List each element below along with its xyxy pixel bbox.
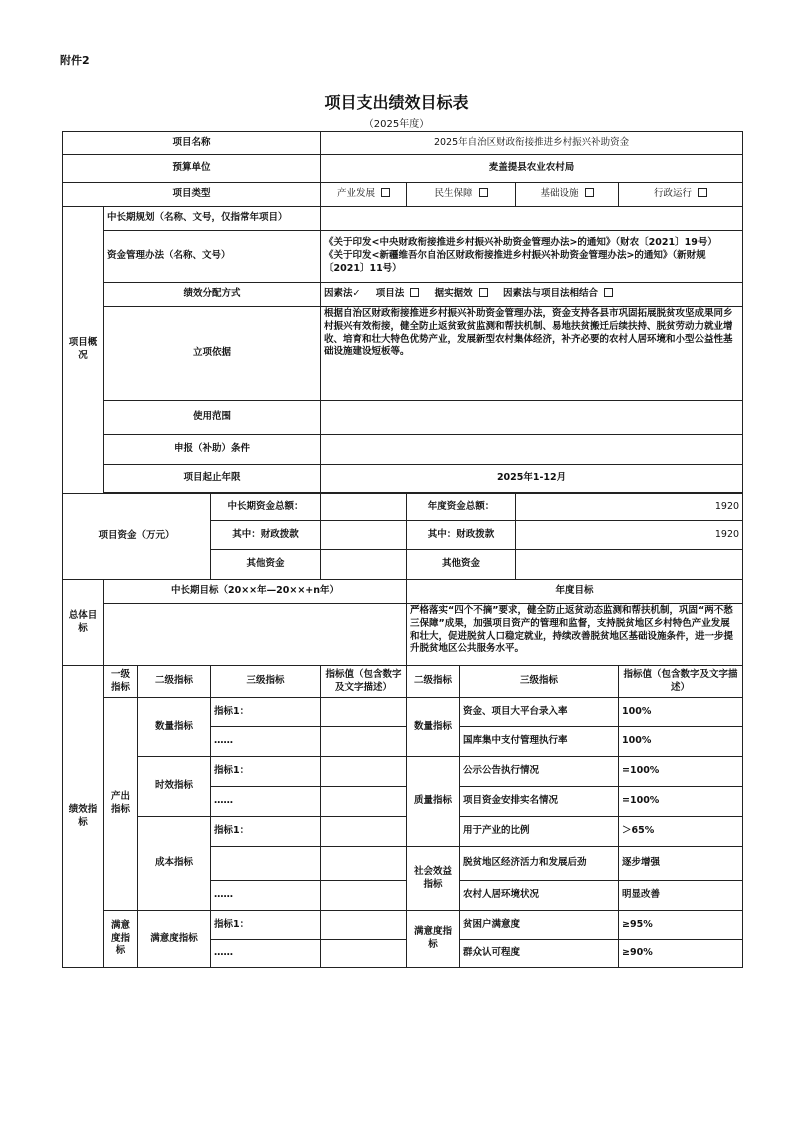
- right-indicator-name: 国库集中支付管理执行率: [460, 727, 619, 757]
- right-indicator-value: ≥95%: [619, 911, 743, 940]
- overview-label: 项目概况: [63, 207, 104, 494]
- type-administration-label: 行政运行: [654, 188, 693, 200]
- indicator-value-cell: [321, 817, 407, 847]
- right-social-benefit-label: 社会效益指标: [407, 847, 460, 911]
- satisfaction-indicator-label: 满意度指标: [138, 911, 211, 968]
- alloc-option-actual-label: 据实据效: [434, 288, 473, 300]
- indicator-ellipsis: ……: [211, 787, 321, 817]
- indicator-value-cell: [321, 698, 407, 727]
- right-indicator-name: 资金、项目大平台录入率: [460, 698, 619, 727]
- indicator-value-cell: [321, 727, 407, 757]
- right-indicator-value: 100%: [619, 727, 743, 757]
- time-indicator-label: 时效指标: [138, 757, 211, 817]
- quantity-indicator-label: 数量指标: [138, 698, 211, 757]
- indicator-ellipsis: ……: [211, 940, 321, 968]
- type-livelihood[interactable]: [407, 183, 516, 207]
- right-indicator-value: 明显改善: [619, 881, 743, 911]
- type-infrastructure-label: 基础设施: [540, 188, 579, 200]
- allocation-label: 绩效分配方式: [104, 283, 321, 307]
- right-indicator-name: 农村人居环境状况: [460, 881, 619, 911]
- alloc-option-combined-label: 因素法与项目法相结合: [502, 288, 598, 300]
- basis-label: 立项依据: [104, 307, 321, 401]
- checkbox-icon[interactable]: [479, 188, 488, 197]
- header-level3-right: 三级指标: [460, 666, 619, 698]
- allocation-options: [321, 283, 743, 307]
- overall-goal-label: 总体目标: [63, 580, 104, 666]
- header-level2: 二级指标: [138, 666, 211, 698]
- alloc-option-project-label: 项目法: [375, 288, 405, 300]
- right-indicator-name: 项目资金安排实名情况: [460, 787, 619, 817]
- right-indicator-value: 逐步增强: [619, 847, 743, 881]
- budget-unit-value: 麦盖提县农业农村局: [321, 155, 743, 183]
- indicator-value-cell: [321, 757, 407, 787]
- indicator-1-label: 指标1：: [211, 757, 321, 787]
- year-note: （2025年度）: [363, 119, 430, 130]
- fiscal-label-year: 其中：财政拨款: [407, 521, 516, 550]
- alloc-option-project[interactable]: [376, 288, 420, 301]
- fiscal-mid-value: [321, 521, 407, 550]
- indicator-ellipsis: ……: [211, 881, 321, 911]
- checkbox-icon[interactable]: [698, 188, 707, 197]
- checkbox-icon[interactable]: [381, 188, 390, 197]
- indicator-1-label: 指标1：: [211, 911, 321, 940]
- scope-value: [321, 401, 743, 435]
- right-indicator-value: ＞65%: [619, 817, 743, 847]
- period-label: 项目起止年限: [104, 465, 321, 493]
- other-fund-label-year: 其他资金: [407, 550, 516, 580]
- indicator-value-cell: [321, 911, 407, 940]
- type-administration[interactable]: [619, 183, 743, 207]
- performance-target-table: [62, 131, 743, 968]
- apply-condition-label: 申报（补助）条件: [104, 435, 321, 465]
- performance-indicators-label: 绩效指标: [63, 666, 104, 968]
- mid-goal-value: [104, 604, 407, 666]
- right-satisfaction-label: 满意度指标: [407, 911, 460, 968]
- header-level2-right: 二级指标: [407, 666, 460, 698]
- header-value-right: 指标值（包含数字及文字描述）: [619, 666, 743, 698]
- checkbox-icon[interactable]: [479, 288, 488, 297]
- budget-unit-label: 预算单位: [63, 155, 321, 183]
- right-indicator-value: =100%: [619, 757, 743, 787]
- alloc-option-actual[interactable]: [435, 288, 488, 301]
- year-total-label: 年度资金总额：: [407, 494, 516, 521]
- attachment-label: 附件2: [60, 54, 90, 67]
- other-fund-label: 其他资金: [211, 550, 321, 580]
- right-quality-label: 质量指标: [407, 757, 460, 847]
- cost-indicator-label: 成本指标: [138, 817, 211, 911]
- basis-value: 根据自治区财政衔接推进乡村振兴补助资金管理办法，资金支持各县市巩固拓展脱贫攻坚成果同乡村振兴有效衔接，健全防止返贫致贫监测和帮扶机制、易地扶贫搬迁后续扶持、脱贫劳动力就业增收、培育和壮大特色优势产业，发展新型农村集体经济，补齐必要的农村人居环境和小型公益性基础设施建设短板等。: [321, 307, 743, 401]
- type-industry[interactable]: [321, 183, 407, 207]
- mid-total-label: 中长期资金总额：: [211, 494, 321, 521]
- project-name-label: 项目名称: [63, 132, 321, 155]
- satisfaction-level1-label: 满意度指标: [104, 911, 138, 968]
- alloc-option-combined[interactable]: [503, 288, 613, 301]
- right-indicator-value: ≥90%: [619, 940, 743, 968]
- year-goal-label: 年度目标: [407, 580, 743, 604]
- output-indicator-label: 产出指标: [104, 698, 138, 911]
- page-title: 项目支出绩效目标表: [324, 93, 469, 112]
- indicator-1-label: 指标1：: [211, 817, 321, 847]
- header-level3: 三级指标: [211, 666, 321, 698]
- checkbox-icon[interactable]: [585, 188, 594, 197]
- project-type-label: 项目类型: [63, 183, 321, 207]
- indicator-ellipsis: ……: [211, 727, 321, 757]
- right-indicator-name: 用于产业的比例: [460, 817, 619, 847]
- indicator-value-cell: [321, 787, 407, 817]
- other-fund-mid-value: [321, 550, 407, 580]
- other-fund-year-value: [516, 550, 743, 580]
- type-infrastructure[interactable]: [516, 183, 619, 207]
- indicator-1-label: 指标1：: [211, 698, 321, 727]
- alloc-option-factor[interactable]: 因素法✓: [324, 288, 361, 300]
- fund-method-label: 资金管理办法（名称、文号）: [104, 231, 321, 283]
- checkbox-icon[interactable]: [410, 288, 419, 297]
- mid-goal-label: 中长期目标（20××年—20××+n年）: [104, 580, 407, 604]
- scope-label: 使用范围: [104, 401, 321, 435]
- fiscal-year-value: 1920: [516, 521, 743, 550]
- right-indicator-name: 群众认可程度: [460, 940, 619, 968]
- fund-label: 项目资金（万元）: [63, 494, 211, 580]
- right-indicator-name: 脱贫地区经济活力和发展后劲: [460, 847, 619, 881]
- indicator-value-cell: [321, 881, 407, 911]
- checkbox-icon[interactable]: [604, 288, 613, 297]
- apply-condition-value: [321, 435, 743, 465]
- year-total-value: 1920: [516, 494, 743, 521]
- right-quantity-label: 数量指标: [407, 698, 460, 757]
- period-value: 2025年1-12月: [321, 465, 743, 493]
- right-indicator-value: =100%: [619, 787, 743, 817]
- right-indicator-value: 100%: [619, 698, 743, 727]
- mid-total-value: [321, 494, 407, 521]
- right-indicator-name: 贫困户满意度: [460, 911, 619, 940]
- mid-plan-value: [321, 207, 743, 231]
- header-level1: 一级指标: [104, 666, 138, 698]
- project-name-value: 2025年自治区财政衔接推进乡村振兴补助资金: [321, 132, 743, 155]
- fiscal-label: 其中：财政拨款: [211, 521, 321, 550]
- type-livelihood-label: 民生保障: [434, 188, 473, 200]
- indicator-empty-cell: [211, 847, 321, 881]
- indicator-value-cell: [321, 940, 407, 968]
- header-value: 指标值（包含数字及文字描述）: [321, 666, 407, 698]
- fund-method-value: 《关于印发<中央财政衔接推进乡村振兴补助资金管理办法>的通知》（财农〔2021〕19号） 《关于印发<新疆维吾尔自治区财政衔接推进乡村振兴补助资金管理办法>的通知》（新财规〔2021〕11号）: [321, 231, 743, 283]
- indicator-value-cell: [321, 847, 407, 881]
- right-indicator-name: 公示公告执行情况: [460, 757, 619, 787]
- mid-plan-label: 中长期规划（名称、文号，仅指常年项目）: [104, 207, 321, 231]
- year-goal-value: 严格落实“四个不摘”要求，健全防止返贫动态监测和帮扶机制，巩固“两不愁三保障”成果，加强项目资产的管理和监督，支持脱贫地区乡村特色产业发展和壮大，促进脱贫人口稳定就业，持续改善脱贫地区基础设施条件，进一步提升脱贫地区公共服务水平。: [407, 604, 743, 666]
- type-industry-label: 产业发展: [337, 188, 376, 200]
